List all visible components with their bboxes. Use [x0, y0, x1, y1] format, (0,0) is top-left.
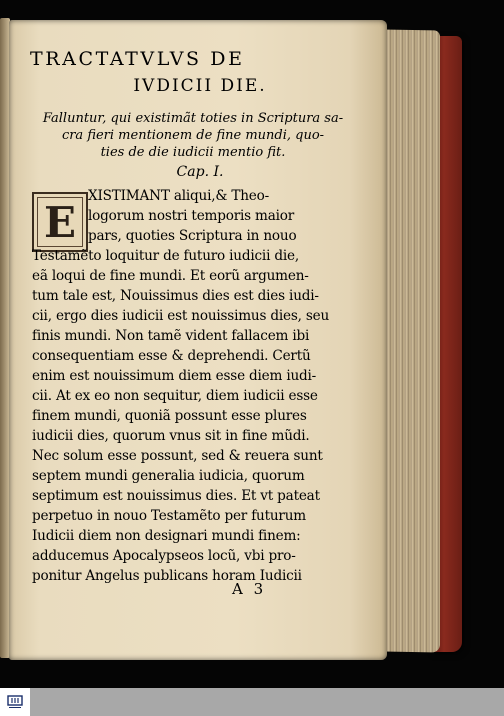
- summary-line: ties de die iudicii mentio fit.: [100, 145, 286, 160]
- signature-mark: A 3: [232, 580, 267, 598]
- text-line: cii, ergo dies iudicii est nouissimus dies, seu: [32, 308, 330, 324]
- text-line: finem mundi, quoniã possunt esse plures: [32, 408, 307, 424]
- text-line: Nec solum esse possunt, sed & reuera sunt: [32, 448, 323, 464]
- page-edges: [384, 30, 440, 653]
- text-line: consequentiam esse & deprehendi. Certũ: [32, 348, 311, 364]
- text-line: enim est nouissimum diem esse diem iudi-: [32, 368, 317, 384]
- text-line: perpetuo in nouo Testamẽto per futurum: [32, 508, 306, 524]
- summary-line: Falluntur, qui existimãt toties in Scriptura sa-: [42, 111, 344, 126]
- text-line: septem mundi generalia iudicia, quorum: [32, 468, 305, 484]
- text-line: ponitur Angelus publicans horam Iudicii: [32, 568, 302, 584]
- text-line: cii. At ex eo non sequitur, diem iudicii esse: [32, 388, 318, 404]
- decorated-initial: E: [32, 192, 88, 252]
- text-line: eã loqui de fine mundi. Et eorũ argumen-: [32, 268, 309, 284]
- chapter-number: Cap. I.: [176, 164, 224, 180]
- text-line: pars, quoties Scriptura in nouo: [88, 228, 297, 244]
- text-line: iudicii dies, quorum vnus sit in fine mũdi.: [32, 428, 310, 444]
- library-logo-icon[interactable]: [0, 688, 30, 716]
- text-line: septimum est nouissimus dies. Et vt pateat: [32, 488, 320, 504]
- text-line: tum tale est, Nouissimus dies est dies iudi-: [32, 288, 319, 304]
- text-line: Iudicii diem non designari mundi finem:: [32, 528, 301, 544]
- viewer-footer-bar: [0, 688, 504, 716]
- text-line: Testamẽto loquitur de futuro iudicii die,: [32, 248, 299, 264]
- text-line: XISTIMANT aliqui,& Theo-: [88, 188, 270, 204]
- library-logo-icon: [7, 695, 23, 709]
- text-line: logorum nostri temporis maior: [88, 208, 295, 224]
- chapter-summary: [28, 110, 358, 161]
- text-line: finis mundi. Non tamẽ vident fallacem ibi: [32, 328, 310, 344]
- summary-line: cra fieri mentionem de fine mundi, quo-: [61, 128, 325, 143]
- text-line: adducemus Apocalypseos locũ, vbi pro-: [32, 548, 296, 564]
- page-title-line-2: IVDICII DIE.: [133, 76, 267, 96]
- page-title-line-1: TRACTATVLVS DE: [30, 48, 245, 70]
